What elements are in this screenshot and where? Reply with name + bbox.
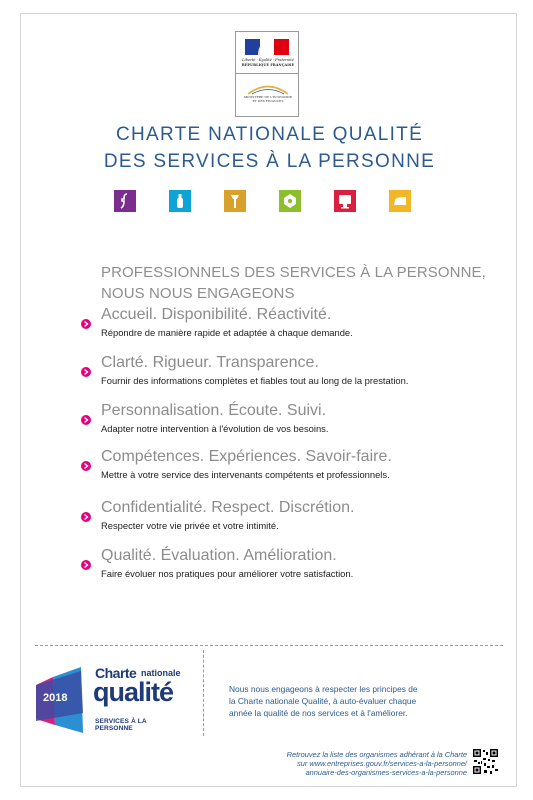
commitment-title: Personnalisation. Écoute. Suivi.: [101, 402, 327, 419]
bottle-icon: [169, 190, 191, 212]
logo-services: SERVICES À LA PERSONNE: [95, 718, 147, 732]
arrow-bullet-icon: [81, 367, 91, 377]
commitment-desc: Répondre de manière rapide et adaptée à chaque demande.: [101, 327, 353, 338]
arrow-bullet-icon: [81, 512, 91, 522]
intro-line1: PROFESSIONNELS DES SERVICES À LA PERSONNE,: [101, 264, 486, 281]
iron-icon: [389, 190, 411, 212]
intro-line2: NOUS NOUS ENGAGEONS: [101, 285, 295, 302]
government-emblem: [235, 31, 299, 117]
gear-icon: [279, 190, 301, 212]
ministry-arc-icon: [246, 83, 290, 95]
logo-qualite: qualité: [93, 677, 174, 707]
logo-nationale: nationale: [141, 668, 181, 678]
emblem-divider: [236, 73, 298, 74]
commitment-title: Clarté. Rigueur. Transparence.: [101, 354, 319, 371]
logo-charte: Charte: [95, 665, 137, 681]
computer-icon: [334, 190, 356, 212]
charter-title-line1: CHARTE NATIONALE QUALITÉ: [115, 124, 424, 145]
directory-link[interactable]: sur www.entreprises.gouv.fr/services-a-la-personne/: [297, 759, 467, 768]
tool-icon: [224, 190, 246, 212]
ministry-name: MINISTÈRE DE L'ÉCONOMIE ET DES FINANCES: [243, 95, 292, 103]
republic-name: RÉPUBLIQUE FRANÇAISE: [241, 63, 295, 67]
logo-year: 2018: [43, 692, 68, 704]
commitment-desc: Faire évoluer nos pratiques pour améliorer votre satisfaction.: [101, 568, 354, 579]
arrow-bullet-icon: [81, 560, 91, 570]
commitment-desc: Fournir des informations complètes et fiables tout au long de la prestation.: [101, 375, 409, 386]
charte-qualite-logo: [33, 663, 183, 737]
family-icon: [114, 190, 136, 212]
directory-link[interactable]: annuaire-des-organismes-services-a-la-personne: [305, 768, 467, 777]
commitment-desc: Adapter notre intervention à l'évolution de vos besoins.: [101, 423, 329, 434]
commitment-text-line: année la qualité de nos services et à l'améliorer.: [229, 708, 408, 718]
commitment-title: Compétences. Expériences. Savoir-faire.: [101, 448, 392, 465]
arrow-bullet-icon: [81, 415, 91, 425]
marianne-icon: [254, 39, 272, 55]
footer-vertical-divider: [203, 650, 204, 736]
commitment-desc: Mettre à votre service des intervenants compétents et professionnels.: [101, 469, 390, 480]
commitment-text-line: Nous nous engageons à respecter les principes de: [229, 684, 418, 694]
commitment-title: Confidentialité. Respect. Discrétion.: [101, 499, 355, 516]
commitment-title: Qualité. Évaluation. Amélioration.: [101, 547, 337, 564]
arrow-bullet-icon: [81, 319, 91, 329]
commitment-desc: Respecter votre vie privée et votre intimité.: [101, 520, 279, 531]
arrow-bullet-icon: [81, 461, 91, 471]
footer-divider: [35, 645, 503, 646]
commitment-title: Accueil. Disponibilité. Réactivité.: [101, 306, 332, 323]
qr-code-icon[interactable]: [472, 748, 499, 775]
commitment-text-line: la Charte nationale Qualité, à auto-évaluer chaque: [229, 696, 417, 706]
charter-title-line2: DES SERVICES À LA PERSONNE: [103, 151, 436, 172]
charter-poster: [20, 13, 517, 787]
directory-text-line: Retrouvez la liste des organismes adhérant à la Charte: [286, 750, 467, 759]
republic-motto: Liberté · Égalité · Fraternité: [242, 58, 294, 62]
